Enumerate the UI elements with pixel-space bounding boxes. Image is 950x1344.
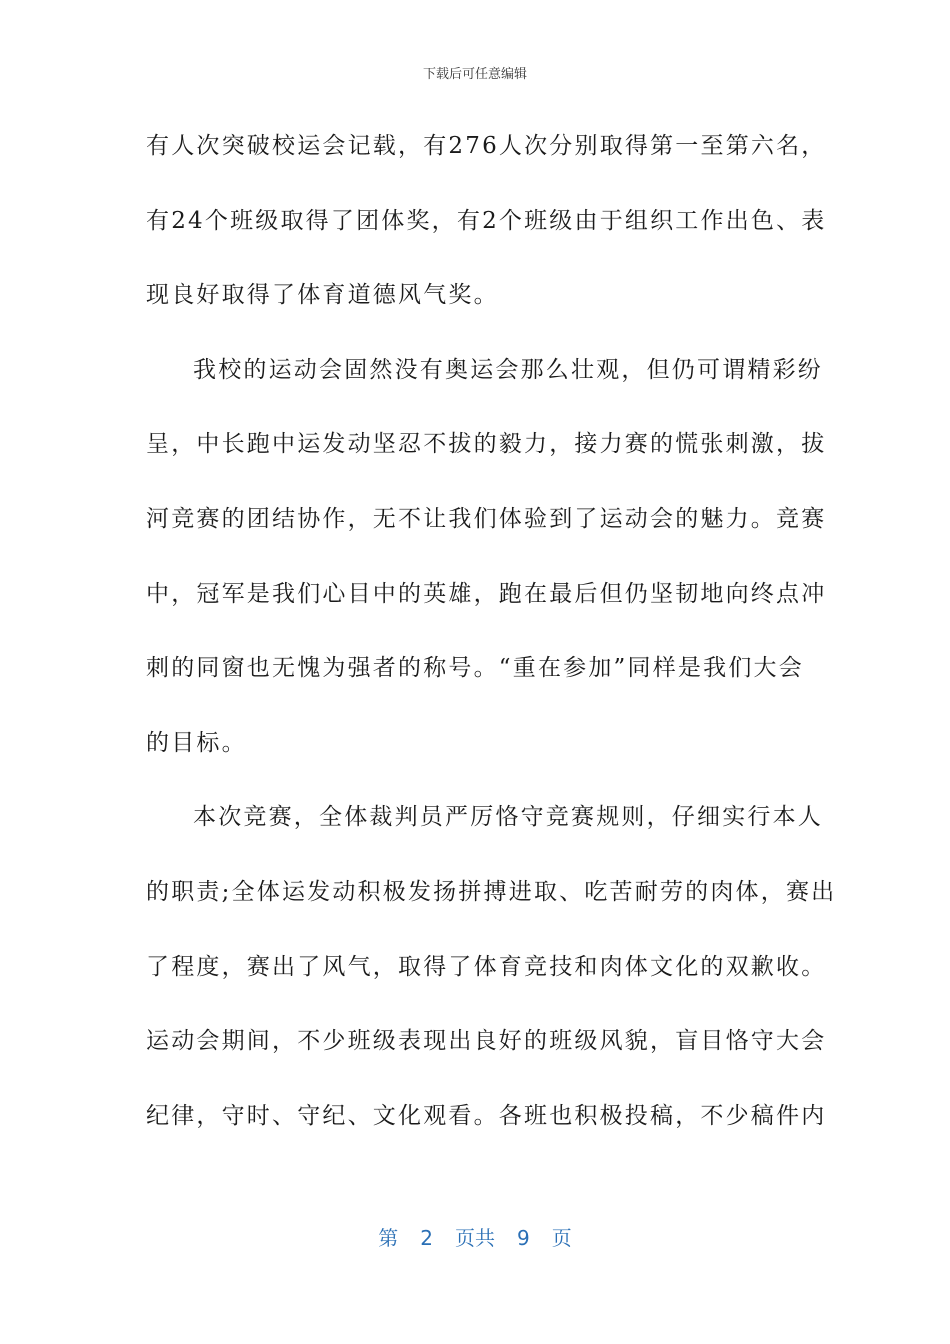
page-label-prefix: 第 [378, 1226, 399, 1250]
text-line: 了程度，赛出了风气，取得了体育竞技和肉体文化的双歉收。 [146, 953, 827, 980]
text-line: 刺的同窗也无愧为强者的称号。“重在参加”同样是我们大会 [146, 655, 804, 682]
text-line: 现良好取得了体育道德风气奖。 [146, 282, 499, 309]
text-line: 的目标。 [146, 729, 247, 756]
current-page-number: 2 [420, 1226, 433, 1250]
text-line: 有24个班级取得了团体奖，有2个班级由于组织工作出色、表 [146, 207, 827, 234]
text-line: 河竞赛的团结协作，无不让我们体验到了运动会的魅力。竞赛 [146, 505, 827, 532]
text-line: 我校的运动会固然没有奥运会那么壮观，但仍可谓精彩纷 [193, 356, 823, 383]
page-header-note: 下载后可任意编辑 [422, 67, 527, 82]
total-pages-number: 9 [517, 1226, 530, 1250]
page-label-middle: 页共 [455, 1226, 495, 1250]
text-line: 中，冠军是我们心目中的英雄，跑在最后但仍坚韧地向终点冲 [146, 580, 827, 607]
text-line: 本次竞赛，全体裁判员严厉恪守竞赛规则，仔细实行本人 [193, 804, 823, 831]
text-line: 运动会期间，不少班级表现出良好的班级风貌，盲目恪守大会 [146, 1028, 827, 1055]
text-line: 呈，中长跑中运发动坚忍不拔的毅力，接力赛的慌张刺激，拔 [146, 431, 827, 458]
text-line: 纪律，守时、守纪、文化观看。各班也积极投稿，不少稿件内 [146, 1102, 827, 1129]
text-line: 有人次突破校运会记载，有276人次分别取得第一至第六名， [146, 133, 827, 159]
page-number-footer [0, 1224, 950, 1252]
text-line: 的职责;全体运发动积极发扬拼搏进取、吃苦耐劳的肉体，赛出 [146, 878, 837, 905]
page-label-suffix: 页 [551, 1226, 572, 1250]
document-body [146, 122, 837, 1166]
